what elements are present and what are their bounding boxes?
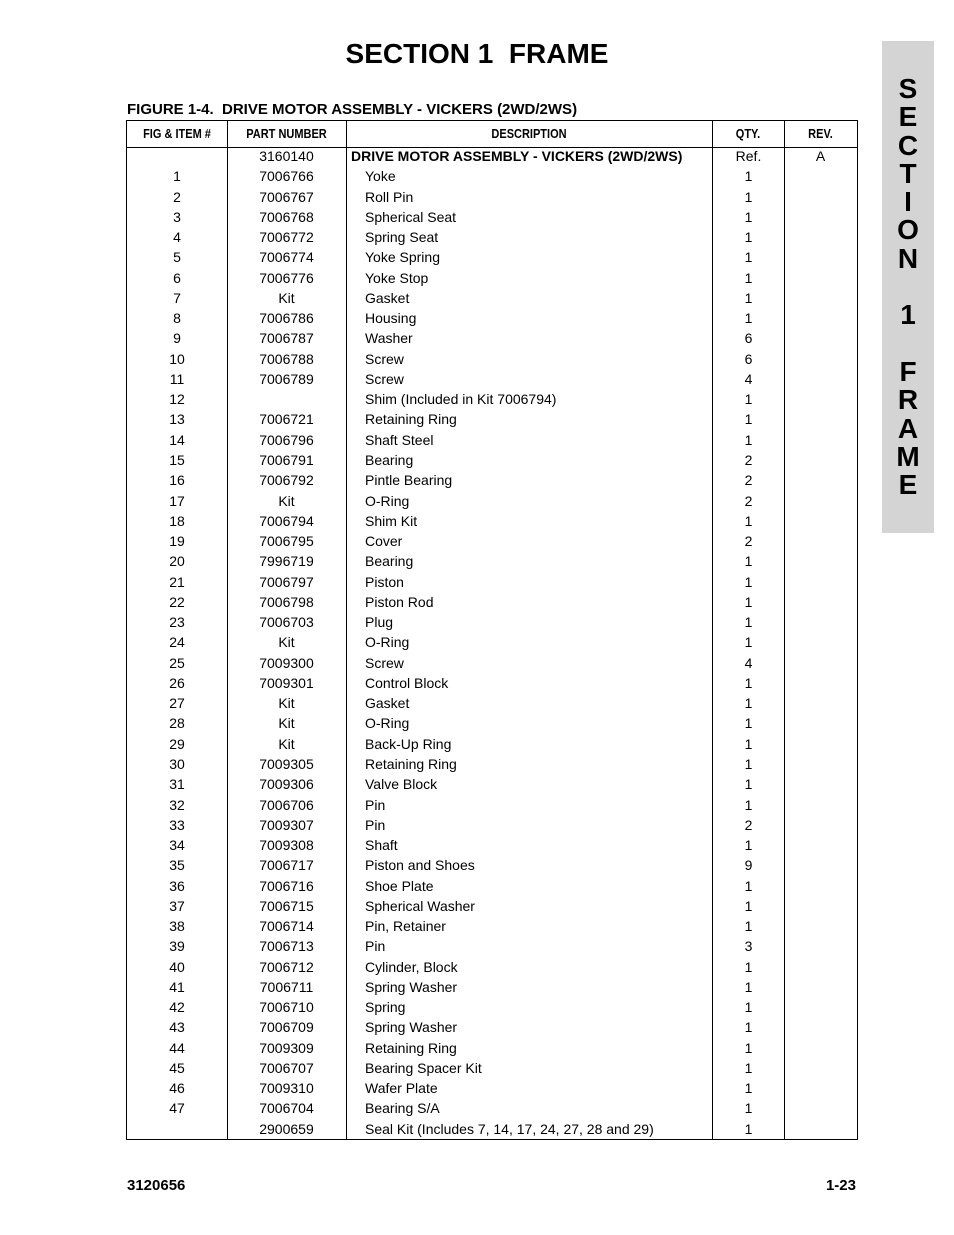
item-number: 19 — [169, 533, 185, 550]
item-number: 23 — [169, 614, 185, 631]
quantity: 1 — [744, 755, 753, 772]
description: Bearing S/A — [365, 1100, 440, 1117]
description: Housing — [365, 310, 417, 327]
part-number: 7009306 — [259, 776, 314, 793]
part-number: Kit — [278, 715, 295, 732]
item-number: 45 — [169, 1059, 185, 1076]
description: Cover — [365, 533, 403, 550]
description: Retaining Ring — [365, 1039, 457, 1056]
description: Retaining Ring — [365, 411, 457, 428]
page-title: SECTION 1 FRAME — [345, 38, 609, 69]
table-row — [127, 896, 857, 916]
quantity: 3 — [744, 938, 753, 955]
description: Gasket — [365, 289, 410, 306]
part-number: 3160140 — [259, 148, 314, 164]
table-row — [127, 187, 857, 207]
header-description: DESCRIPTION — [491, 127, 567, 141]
quantity: 1 — [744, 1019, 753, 1036]
item-number: 22 — [169, 593, 185, 610]
header-rev: REV. — [808, 127, 833, 141]
side-tab-letter: E — [898, 469, 918, 501]
quantity: 1 — [744, 310, 753, 327]
table-row — [127, 389, 857, 409]
description: Piston and Shoes — [365, 857, 475, 874]
item-number: 15 — [169, 451, 185, 468]
table-row — [127, 1078, 857, 1098]
item-number: 6 — [173, 269, 181, 286]
description: O-Ring — [365, 634, 410, 651]
side-tab-letter: M — [896, 440, 920, 472]
part-number: 7006721 — [259, 411, 314, 428]
quantity: 4 — [744, 370, 753, 387]
part-number: 7009305 — [259, 755, 314, 772]
table-row — [127, 430, 857, 450]
table-row — [127, 876, 857, 896]
quantity: 1 — [744, 411, 753, 428]
description: Screw — [365, 350, 404, 367]
description: Washer — [365, 330, 413, 347]
table-row — [127, 957, 857, 977]
table-row — [127, 146, 857, 166]
quantity: 1 — [744, 229, 753, 246]
description: Valve Block — [365, 776, 438, 793]
description: Gasket — [365, 695, 410, 712]
side-tab-letter: N — [897, 242, 919, 274]
item-number: 26 — [169, 674, 185, 691]
quantity: 9 — [744, 857, 753, 874]
part-number: 7009300 — [259, 654, 314, 671]
item-number: 7 — [173, 289, 181, 306]
side-tab-letter: S — [898, 73, 918, 104]
description: Retaining Ring — [365, 755, 457, 772]
quantity: 1 — [744, 269, 753, 286]
quantity: 1 — [744, 695, 753, 712]
quantity: 2 — [744, 451, 753, 468]
item-number: 1 — [173, 168, 181, 185]
quantity: 1 — [744, 837, 753, 854]
part-number: 7996719 — [259, 553, 314, 570]
item-number: 28 — [169, 715, 185, 732]
table-row — [127, 1017, 857, 1037]
table-row — [127, 308, 857, 328]
table-row — [127, 572, 857, 592]
table-row — [127, 754, 857, 774]
table-row — [127, 207, 857, 227]
item-number: 14 — [169, 431, 185, 448]
quantity: 1 — [744, 573, 753, 590]
description: Bearing — [365, 451, 414, 468]
quantity: 1 — [744, 593, 753, 610]
quantity: 1 — [744, 1100, 753, 1117]
quantity: 1 — [744, 168, 753, 185]
item-number: 44 — [169, 1039, 185, 1056]
description: Spherical Seat — [365, 208, 457, 225]
description: Piston — [365, 573, 404, 590]
quantity: 1 — [744, 1080, 753, 1097]
quantity: 1 — [744, 512, 753, 529]
part-number: 7006703 — [259, 614, 314, 631]
description: Spring Washer — [365, 978, 458, 995]
description: O-Ring — [365, 715, 410, 732]
side-tab-letter — [882, 330, 934, 358]
header-qty: QTY. — [735, 127, 761, 141]
part-number: 7006766 — [259, 168, 314, 185]
quantity: 1 — [744, 431, 753, 448]
side-tab-letter: C — [897, 129, 919, 161]
quantity: 1 — [744, 634, 753, 651]
part-number: 7006711 — [259, 978, 314, 995]
table-row — [127, 1098, 857, 1118]
part-number: 7006787 — [259, 330, 314, 347]
quantity: 1 — [744, 553, 753, 570]
part-number: 7009307 — [259, 816, 314, 833]
table-row — [127, 855, 857, 875]
quantity: 1 — [744, 999, 753, 1016]
part-number: 7006796 — [259, 431, 314, 448]
item-number: 29 — [169, 735, 185, 752]
item-number: 33 — [169, 816, 185, 833]
quantity: 1 — [744, 958, 753, 975]
table-row — [127, 247, 857, 267]
side-tab-letter — [882, 273, 934, 301]
table-row — [127, 673, 857, 693]
table-row — [127, 774, 857, 794]
table-row — [127, 632, 857, 652]
description: Plug — [365, 614, 394, 631]
item-number: 13 — [169, 411, 185, 428]
quantity: 4 — [744, 654, 753, 671]
item-number: 41 — [169, 978, 185, 995]
part-number: 7006795 — [259, 533, 314, 550]
description: Piston Rod — [365, 593, 434, 610]
table-row — [127, 328, 857, 348]
description: Shoe Plate — [365, 877, 434, 894]
description: Spring — [365, 999, 406, 1016]
item-number: 10 — [169, 350, 185, 367]
part-number: 7006707 — [259, 1059, 314, 1076]
section-side-tab — [882, 41, 934, 533]
part-number: Kit — [278, 492, 295, 509]
description: Shaft — [365, 837, 398, 854]
description: Bearing — [365, 553, 414, 570]
table-row — [127, 1058, 857, 1078]
side-tab-letter: T — [899, 157, 917, 189]
description: Pin — [365, 796, 386, 813]
part-number: 7009301 — [259, 674, 314, 691]
description: Pin, Retainer — [365, 918, 446, 935]
part-number: 7006706 — [259, 796, 314, 813]
page-number: 1-23 — [825, 1177, 856, 1194]
table-row — [127, 734, 857, 754]
part-number: Kit — [278, 289, 295, 306]
header-item: FIG & ITEM # — [143, 127, 211, 141]
item-number: 27 — [169, 695, 185, 712]
side-tab-text — [882, 75, 934, 499]
table-row — [127, 653, 857, 673]
item-number: 5 — [173, 249, 181, 266]
side-tab-letter: I — [904, 186, 912, 218]
item-number: 25 — [169, 654, 185, 671]
part-number: 7006767 — [259, 188, 314, 205]
item-number: 16 — [169, 472, 185, 489]
table-row — [127, 551, 857, 571]
quantity: 1 — [744, 391, 753, 408]
description: Seal Kit (Includes 7, 14, 17, 24, 27, 28 and 29) — [365, 1120, 654, 1137]
quantity: 2 — [744, 533, 753, 550]
part-number: 7006798 — [259, 593, 314, 610]
description: Control Block — [365, 674, 449, 691]
item-number: 9 — [173, 330, 181, 347]
quantity: 1 — [744, 978, 753, 995]
quantity: 1 — [744, 897, 753, 914]
part-number: Kit — [278, 735, 295, 752]
side-tab-letter: O — [897, 214, 919, 246]
quantity: 6 — [744, 330, 753, 347]
item-number: 31 — [169, 776, 185, 793]
description: Cylinder, Block — [365, 958, 458, 975]
description: Spring Seat — [365, 229, 439, 246]
description: Shim Kit — [365, 512, 418, 529]
table-row — [127, 1119, 857, 1139]
description: Yoke Spring — [365, 249, 440, 266]
item-number: 34 — [169, 837, 185, 854]
table-row — [127, 511, 857, 531]
table-row — [127, 592, 857, 612]
table-row — [127, 713, 857, 733]
part-number: 2900659 — [259, 1120, 314, 1137]
quantity: 1 — [744, 208, 753, 225]
quantity: 1 — [744, 796, 753, 813]
item-number: 8 — [173, 310, 181, 327]
part-number: 7006716 — [259, 877, 314, 894]
part-number: 7006794 — [259, 512, 314, 529]
item-number: 30 — [169, 755, 185, 772]
table-row — [127, 835, 857, 855]
quantity: 2 — [744, 472, 753, 489]
table-row — [127, 409, 857, 429]
item-number: 38 — [169, 918, 185, 935]
item-number: 39 — [169, 938, 185, 955]
header-part-number: PART NUMBER — [246, 127, 327, 141]
table-row — [127, 531, 857, 551]
doc-number: 3120656 — [127, 1177, 186, 1194]
revision: A — [815, 148, 826, 164]
quantity: 1 — [744, 776, 753, 793]
item-number: 21 — [169, 573, 185, 590]
item-number: 2 — [173, 188, 181, 205]
item-number: 11 — [169, 370, 185, 387]
part-number: 7006776 — [259, 269, 314, 286]
part-number: 7006791 — [259, 451, 314, 468]
parts-table — [126, 120, 858, 1140]
description: DRIVE MOTOR ASSEMBLY - VICKERS (2WD/2WS) — [351, 148, 683, 164]
quantity: 1 — [744, 1059, 753, 1076]
quantity: 1 — [744, 1120, 753, 1137]
table-row — [127, 450, 857, 470]
table-row — [127, 815, 857, 835]
part-number: 7006772 — [259, 229, 314, 246]
description: O-Ring — [365, 492, 410, 509]
quantity: 1 — [744, 188, 753, 205]
quantity: 1 — [744, 918, 753, 935]
table-row — [127, 795, 857, 815]
description: Shim (Included in Kit 7006794) — [365, 391, 557, 408]
figure-caption: FIGURE 1-4. DRIVE MOTOR ASSEMBLY - VICKERS (2WD/2WS) — [127, 101, 578, 118]
description: Pintle Bearing — [365, 472, 453, 489]
quantity: 6 — [744, 350, 753, 367]
item-number: 43 — [169, 1019, 185, 1036]
description: Roll Pin — [365, 188, 414, 205]
part-number: 7006704 — [259, 1100, 314, 1117]
quantity: 1 — [744, 715, 753, 732]
part-number: 7009308 — [259, 837, 314, 854]
description: Back-Up Ring — [365, 735, 452, 752]
part-number: 7006789 — [259, 370, 314, 387]
table-row — [127, 288, 857, 308]
side-tab-letter: E — [898, 101, 918, 133]
description: Wafer Plate — [365, 1080, 438, 1097]
part-number: 7006797 — [259, 573, 314, 590]
side-tab-letter: R — [897, 384, 919, 416]
part-number: 7006710 — [259, 999, 314, 1016]
quantity: 1 — [744, 877, 753, 894]
part-number: Kit — [278, 634, 295, 651]
part-number: Kit — [278, 695, 295, 712]
side-tab-letter: 1 — [900, 299, 916, 331]
table-row — [127, 977, 857, 997]
description: Yoke Stop — [365, 269, 429, 286]
quantity: Ref. — [735, 148, 762, 164]
item-number: 37 — [169, 897, 185, 914]
item-number: 20 — [169, 553, 185, 570]
part-number: 7006786 — [259, 310, 314, 327]
quantity: 1 — [744, 1039, 753, 1056]
item-number: 47 — [169, 1100, 185, 1117]
table-row — [127, 936, 857, 956]
item-number: 32 — [169, 796, 185, 813]
part-number: 7006774 — [259, 249, 314, 266]
part-number: 7009310 — [259, 1080, 314, 1097]
part-number: 7009309 — [259, 1039, 314, 1056]
description: Screw — [365, 370, 404, 387]
description: Yoke — [365, 168, 396, 185]
quantity: 1 — [744, 674, 753, 691]
table-row — [127, 997, 857, 1017]
side-tab-letter: F — [899, 355, 917, 387]
description: Bearing Spacer Kit — [365, 1059, 482, 1076]
part-number: 7006792 — [259, 472, 314, 489]
table-row — [127, 227, 857, 247]
table-body — [127, 146, 857, 1139]
table-row — [127, 916, 857, 936]
table-row — [127, 1038, 857, 1058]
item-number: 17 — [169, 492, 185, 509]
part-number: 7006717 — [259, 857, 314, 874]
item-number: 42 — [169, 999, 185, 1016]
quantity: 1 — [744, 735, 753, 752]
item-number: 46 — [169, 1080, 185, 1097]
table-row — [127, 612, 857, 632]
part-number: 7006715 — [259, 897, 314, 914]
part-number: 7006768 — [259, 208, 314, 225]
description: Screw — [365, 654, 404, 671]
quantity: 1 — [744, 249, 753, 266]
table-row — [127, 470, 857, 490]
table-row — [127, 166, 857, 186]
table-row — [127, 693, 857, 713]
item-number: 40 — [169, 958, 185, 975]
quantity: 1 — [744, 289, 753, 306]
description: Spring Washer — [365, 1019, 458, 1036]
part-number: 7006714 — [259, 918, 314, 935]
description: Pin — [365, 938, 386, 955]
part-number: 7006712 — [259, 958, 314, 975]
table-row — [127, 268, 857, 288]
part-number: 7006788 — [259, 350, 314, 367]
quantity: 2 — [744, 492, 753, 509]
item-number: 24 — [169, 634, 185, 651]
quantity: 1 — [744, 614, 753, 631]
description: Spherical Washer — [365, 897, 475, 914]
item-number: 35 — [169, 857, 185, 874]
part-number: 7006709 — [259, 1019, 314, 1036]
description: Shaft Steel — [365, 431, 434, 448]
item-number: 12 — [169, 391, 185, 408]
part-number: 7006713 — [259, 938, 314, 955]
table-row — [127, 349, 857, 369]
quantity: 2 — [744, 816, 753, 833]
side-tab-letter: A — [897, 412, 919, 444]
description: Pin — [365, 816, 386, 833]
table-row — [127, 491, 857, 511]
item-number: 36 — [169, 877, 185, 894]
table-row — [127, 369, 857, 389]
item-number: 4 — [173, 229, 181, 246]
item-number: 18 — [169, 512, 185, 529]
item-number: 3 — [173, 208, 181, 225]
